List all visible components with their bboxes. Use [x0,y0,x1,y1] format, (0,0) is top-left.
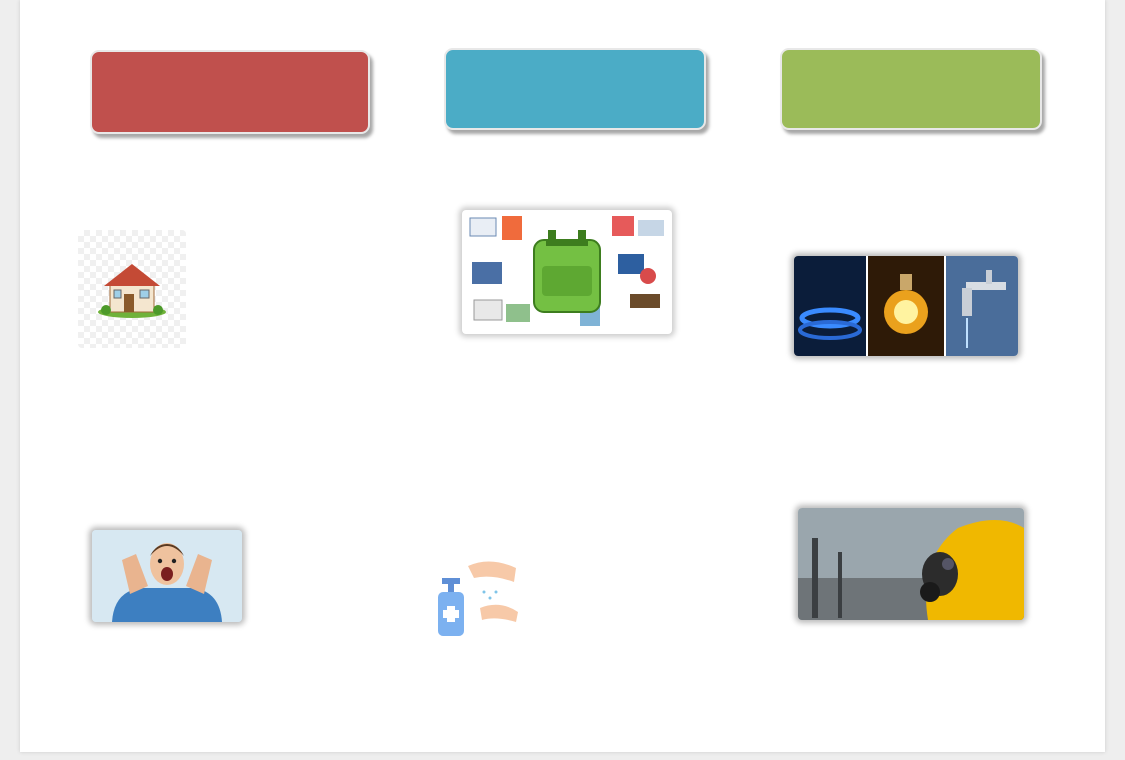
step3-heading [430,154,710,204]
banner-before-leaving [780,48,1042,130]
surprised-man-photo [92,530,242,622]
radiation-icon [895,660,931,696]
radiation-icon [554,660,590,696]
banner-evacuation [444,48,706,130]
radiation-icon [209,660,245,696]
house-icon [78,230,186,348]
leaflet-page [20,0,1105,752]
banner-radiation-danger [90,50,370,134]
step5-heading [778,152,1048,202]
gas-mask-photo [798,508,1024,620]
hand-sanitizer-icon [428,548,524,640]
step1-heading [94,162,394,212]
gas-bulb-tap-photo [794,256,1018,356]
emergency-kit-icon [462,210,672,334]
